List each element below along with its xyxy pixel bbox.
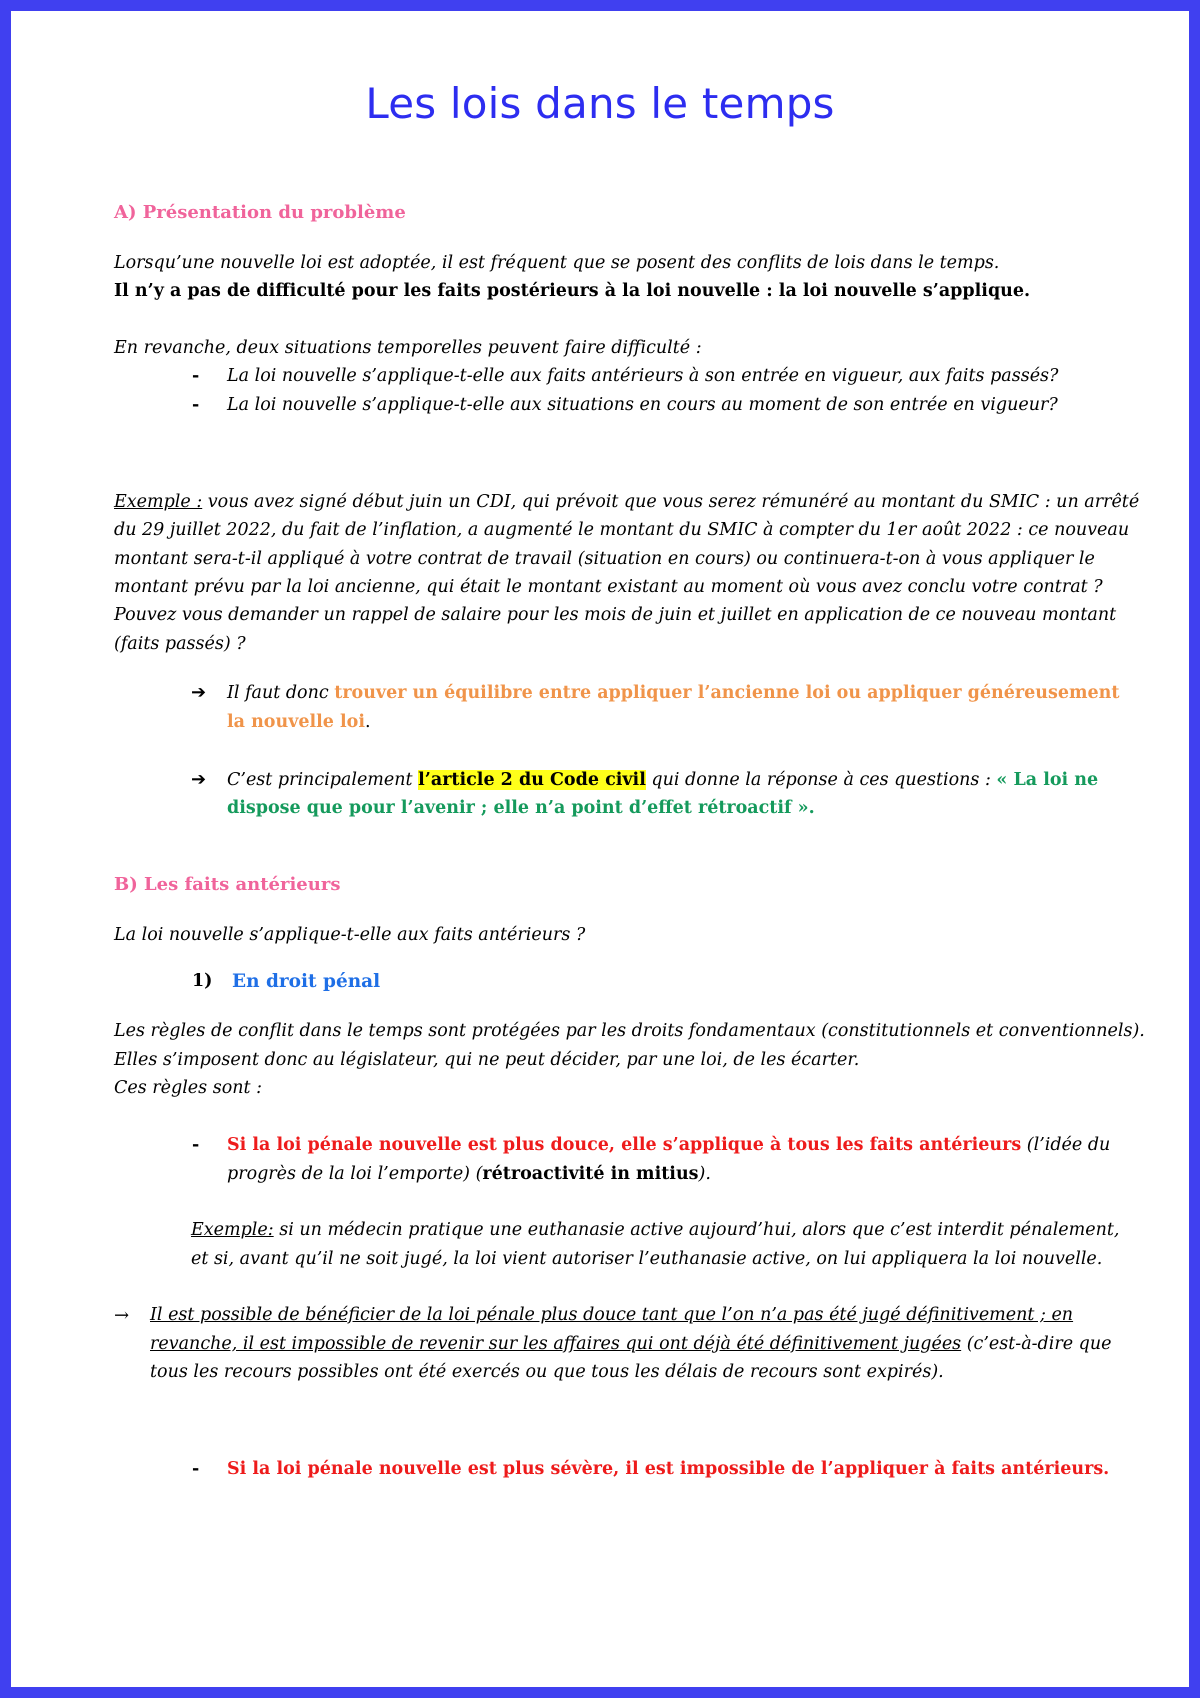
rules-line-3: Ces règles sont :: [114, 1078, 262, 1098]
section-b-question: La loi nouvelle s’applique-t-elle aux faits antérieurs ?: [114, 925, 586, 945]
intro-line-2: Il n’y a pas de difficulté pour les faits postérieurs à la loi nouvelle : la loi nouvelle s’applique.: [114, 281, 1031, 301]
page-title: Les lois dans le temps: [365, 79, 835, 128]
example-line-6: (faits passés) ?: [114, 634, 246, 654]
intro-line-3: En revanche, deux situations temporelles peuvent faire difficulté :: [114, 338, 702, 358]
rule-2: Si la loi pénale nouvelle est plus sévère, il est impossible de l’appliquer à faits antérieurs.: [227, 1459, 1110, 1479]
arrow2-mid: qui donne la réponse à ces questions :: [645, 770, 997, 790]
bullet-dash: -: [192, 1135, 200, 1155]
rules-line-2: Elles s’imposent donc au législateur, qui ne peut décider, par une loi, de les écarter.: [114, 1050, 860, 1070]
rule-1-line-2: [227, 1166, 711, 1184]
arrow-paragraph-1-line-1: [227, 685, 1119, 703]
arrow2-prefix: C’est principalement: [227, 770, 419, 790]
arrow-right-icon: ➔: [191, 682, 207, 703]
arrow1-suffix: .: [365, 712, 371, 732]
rule-1-text: progrès de la loi l’emporte) (: [227, 1164, 483, 1184]
example-line-3: montant sera-t-il appliqué à votre contrat de travail (situation en cours) ou continuera-t-on à vous appliquer le: [114, 549, 1095, 569]
arrow-paragraph-1-line-2: [227, 714, 371, 732]
example-2-text: si un médecin pratique une euthanasie active aujourd’hui, alors que c’est interdit pénalement,: [273, 1220, 1120, 1240]
note-tail: (c’est-à-dire que: [961, 1334, 1112, 1354]
bullet-dash: -: [192, 366, 200, 386]
arrow-paragraph-2-line-1: [227, 772, 1098, 790]
bullet-item-1: La loi nouvelle s’applique-t-elle aux faits antérieurs à son entrée en vigueur, aux faits passés?: [227, 366, 1059, 386]
example-2-line-2: et si, avant qu’il ne soit jugé, la loi vient autoriser l’euthanasie active, on lui appliquera la loi nouvelle.: [191, 1249, 1103, 1269]
rule-1-tail: (l’idée du: [1021, 1135, 1111, 1155]
note-line-2: [150, 1336, 1111, 1354]
arrow1-prefix: Il faut donc: [227, 683, 335, 703]
example-label: Exemple :: [114, 492, 203, 512]
subsection-number: 1): [192, 971, 213, 991]
rule-1-red: Si la loi pénale nouvelle est plus douce, elle s’applique à tous les faits antérieurs: [227, 1135, 1022, 1155]
retroactivite-term: rétroactivité in mitius: [482, 1164, 699, 1184]
example-line-4: montant prévu par la loi ancienne, qui était le montant existant au moment où vous avez conclu votre contrat ?: [114, 577, 1103, 597]
example-line-2: du 29 juillet 2022, du fait de l’inflation, a augmenté le montant du SMIC à compter du 1er août 2022 : ce nouveau: [114, 520, 1130, 540]
note-line-1: Il est possible de bénéficier de la loi pénale plus douce tant que l’on n’a pas été jugé définitivement ; en: [150, 1305, 1074, 1325]
arrow1-emphasis: trouver un équilibre entre appliquer l’ancienne loi ou appliquer généreusement: [334, 683, 1120, 703]
example-2-label: Exemple:: [191, 1220, 274, 1240]
rule-1-line-1: [227, 1137, 1110, 1155]
note-line-3: tous les recours possibles ont été exercés ou que tous les délais de recours sont expirés).: [150, 1362, 944, 1382]
arrow-right-icon: →: [114, 1305, 130, 1326]
example-text: vous avez signé début juin un CDI, qui prévoit que vous serez rémunéré au montant du SMIC : un arrêté: [202, 492, 1140, 512]
rule-1-close: ).: [698, 1164, 711, 1184]
quote-end: dispose que pour l’avenir ; elle n’a point d’effet rétroactif ».: [227, 798, 815, 818]
quote-start: « La loi ne: [996, 770, 1099, 790]
arrow-right-icon: ➔: [191, 769, 207, 790]
example-line-1: [114, 494, 1139, 512]
example-2-line-1: [191, 1222, 1119, 1240]
bullet-item-2: La loi nouvelle s’applique-t-elle aux situations en cours au moment de son entrée en vigueur?: [227, 395, 1058, 415]
rules-line-1: Les règles de conflit dans le temps sont protégées par les droits fondamentaux (constitutionnels et conventionnels).: [114, 1021, 1145, 1041]
section-b-heading: B) Les faits antérieurs: [114, 874, 341, 895]
arrow1-emphasis-end: la nouvelle loi: [227, 712, 365, 732]
code-civil-highlight: l’article 2 du Code civil: [418, 770, 646, 790]
bullet-dash: -: [192, 1459, 200, 1479]
subsection-heading: En droit pénal: [232, 971, 381, 992]
bullet-dash: -: [192, 395, 200, 415]
note-underlined: revanche, il est impossible de revenir sur les affaires qui ont déjà été définitivement jugées: [150, 1334, 962, 1354]
intro-line-1: Lorsqu’une nouvelle loi est adoptée, il est fréquent que se posent des conflits de lois dans le temps.: [114, 253, 1000, 273]
section-a-heading: A) Présentation du problème: [114, 202, 406, 223]
example-line-5: Pouvez vous demander un rappel de salaire pour les mois de juin et juillet en application de ce nouveau montant: [114, 605, 1117, 625]
